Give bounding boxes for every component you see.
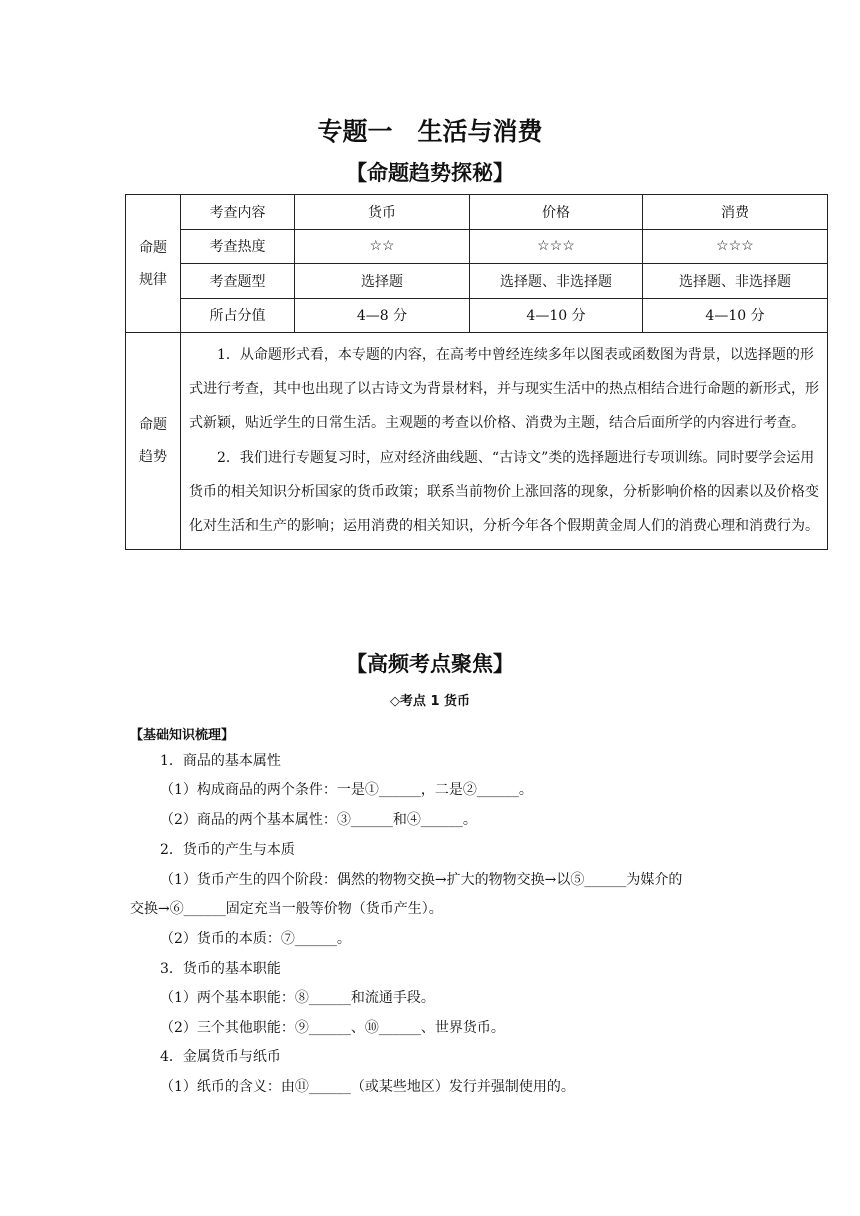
table-cell: 4—10 分 [470, 298, 643, 333]
trend-label-cell [126, 333, 181, 550]
table-cell: 价格 [470, 195, 643, 230]
trend-label-line1: 命题 [139, 417, 167, 434]
list-item: （1）构成商品的两个条件：一是①______，二是②______。 [160, 782, 533, 798]
trend-label-line2: 趋势 [139, 449, 167, 466]
list-item: 3．货币的基本职能 [160, 961, 281, 977]
table-row [126, 229, 828, 264]
list-item: 1．商品的基本属性 [160, 753, 281, 769]
rule-label-cell [126, 195, 181, 333]
table-cell: 选择题 [295, 264, 470, 299]
list-item: （1）纸币的含义：由⑪______（或某些地区）发行并强制使用的。 [160, 1079, 575, 1095]
list-item: 2．货币的产生与本质 [160, 842, 295, 858]
list-item: （2）三个其他职能：⑨______、⑩______、世界货币。 [160, 1020, 505, 1036]
knowledge-point-title: ◇考点 1 货币 [389, 694, 471, 709]
section-heading-focus: 【高频考点聚焦】 [346, 652, 514, 676]
rule-label-line1: 命题 [139, 239, 167, 256]
table-row [126, 298, 828, 333]
table-cell: 4—8 分 [295, 298, 470, 333]
table-row [126, 264, 828, 299]
table-cell: 选择题、非选择题 [643, 264, 828, 299]
basic-knowledge-label: 【基础知识梳理】 [130, 728, 235, 743]
table-cell-label: 所占分值 [181, 298, 295, 333]
page-title: 专题一 生活与消费 [317, 117, 543, 146]
trend-paragraph-1: 1．从命题形式看，本专题的内容，在高考中曾经连续多年以图表或函数图为背景，以选择题的形式进行考查，其中也出现了以古诗文为背景材料，并与现实生活中的热点相结合进行命题的新形式，形式新颖，贴近学生的日常生活。主观题的考查以价格、消费为主题，结合后面所学的内容进行考查。 [189, 347, 819, 432]
list-item: （2）货币的本质：⑦______。 [160, 931, 351, 947]
table-cell: 货币 [295, 195, 470, 230]
trend-paragraph-2: 2．我们进行专题复习时，应对经济曲线题、“古诗文”类的选择题进行专项训练。同时要学会运用货币的相关知识分析国家的货币政策；联系当前物价上涨回落的现象，分析影响价格的因素以及价格变化对生活和生产的影响；运用消费的相关知识，分析今年各个假期黄金周人们的消费心理和消费行为。 [189, 449, 819, 535]
trend-text-cell [181, 333, 828, 550]
table-row [126, 195, 828, 230]
section-heading-trend: 【命题趋势探秘】 [346, 161, 514, 185]
list-item: 交换→⑥______固定充当一般等价物（货币产生）。 [130, 901, 443, 917]
table-row [126, 333, 828, 550]
table-cell-label: 考查热度 [181, 229, 295, 264]
table-cell-label: 考查内容 [181, 195, 295, 230]
list-item: （1）两个基本职能：⑧______和流通手段。 [160, 990, 435, 1006]
table-cell: 4—10 分 [643, 298, 828, 333]
list-item: （2）商品的两个基本属性：③______和④______。 [160, 812, 477, 828]
table-cell: ☆☆ [295, 229, 470, 264]
list-item: 4．金属货币与纸币 [160, 1049, 281, 1065]
rule-label-line2: 规律 [139, 271, 167, 288]
list-item: （1）货币产生的四个阶段：偶然的物物交换→扩大的物物交换→以⑤______为媒介的 [160, 872, 683, 888]
table-cell-label: 考查题型 [181, 264, 295, 299]
table-cell: 选择题、非选择题 [470, 264, 643, 299]
exam-trend-table [125, 194, 828, 550]
table-cell: 消费 [643, 195, 828, 230]
table-cell: ☆☆☆ [470, 229, 643, 264]
table-cell: ☆☆☆ [643, 229, 828, 264]
